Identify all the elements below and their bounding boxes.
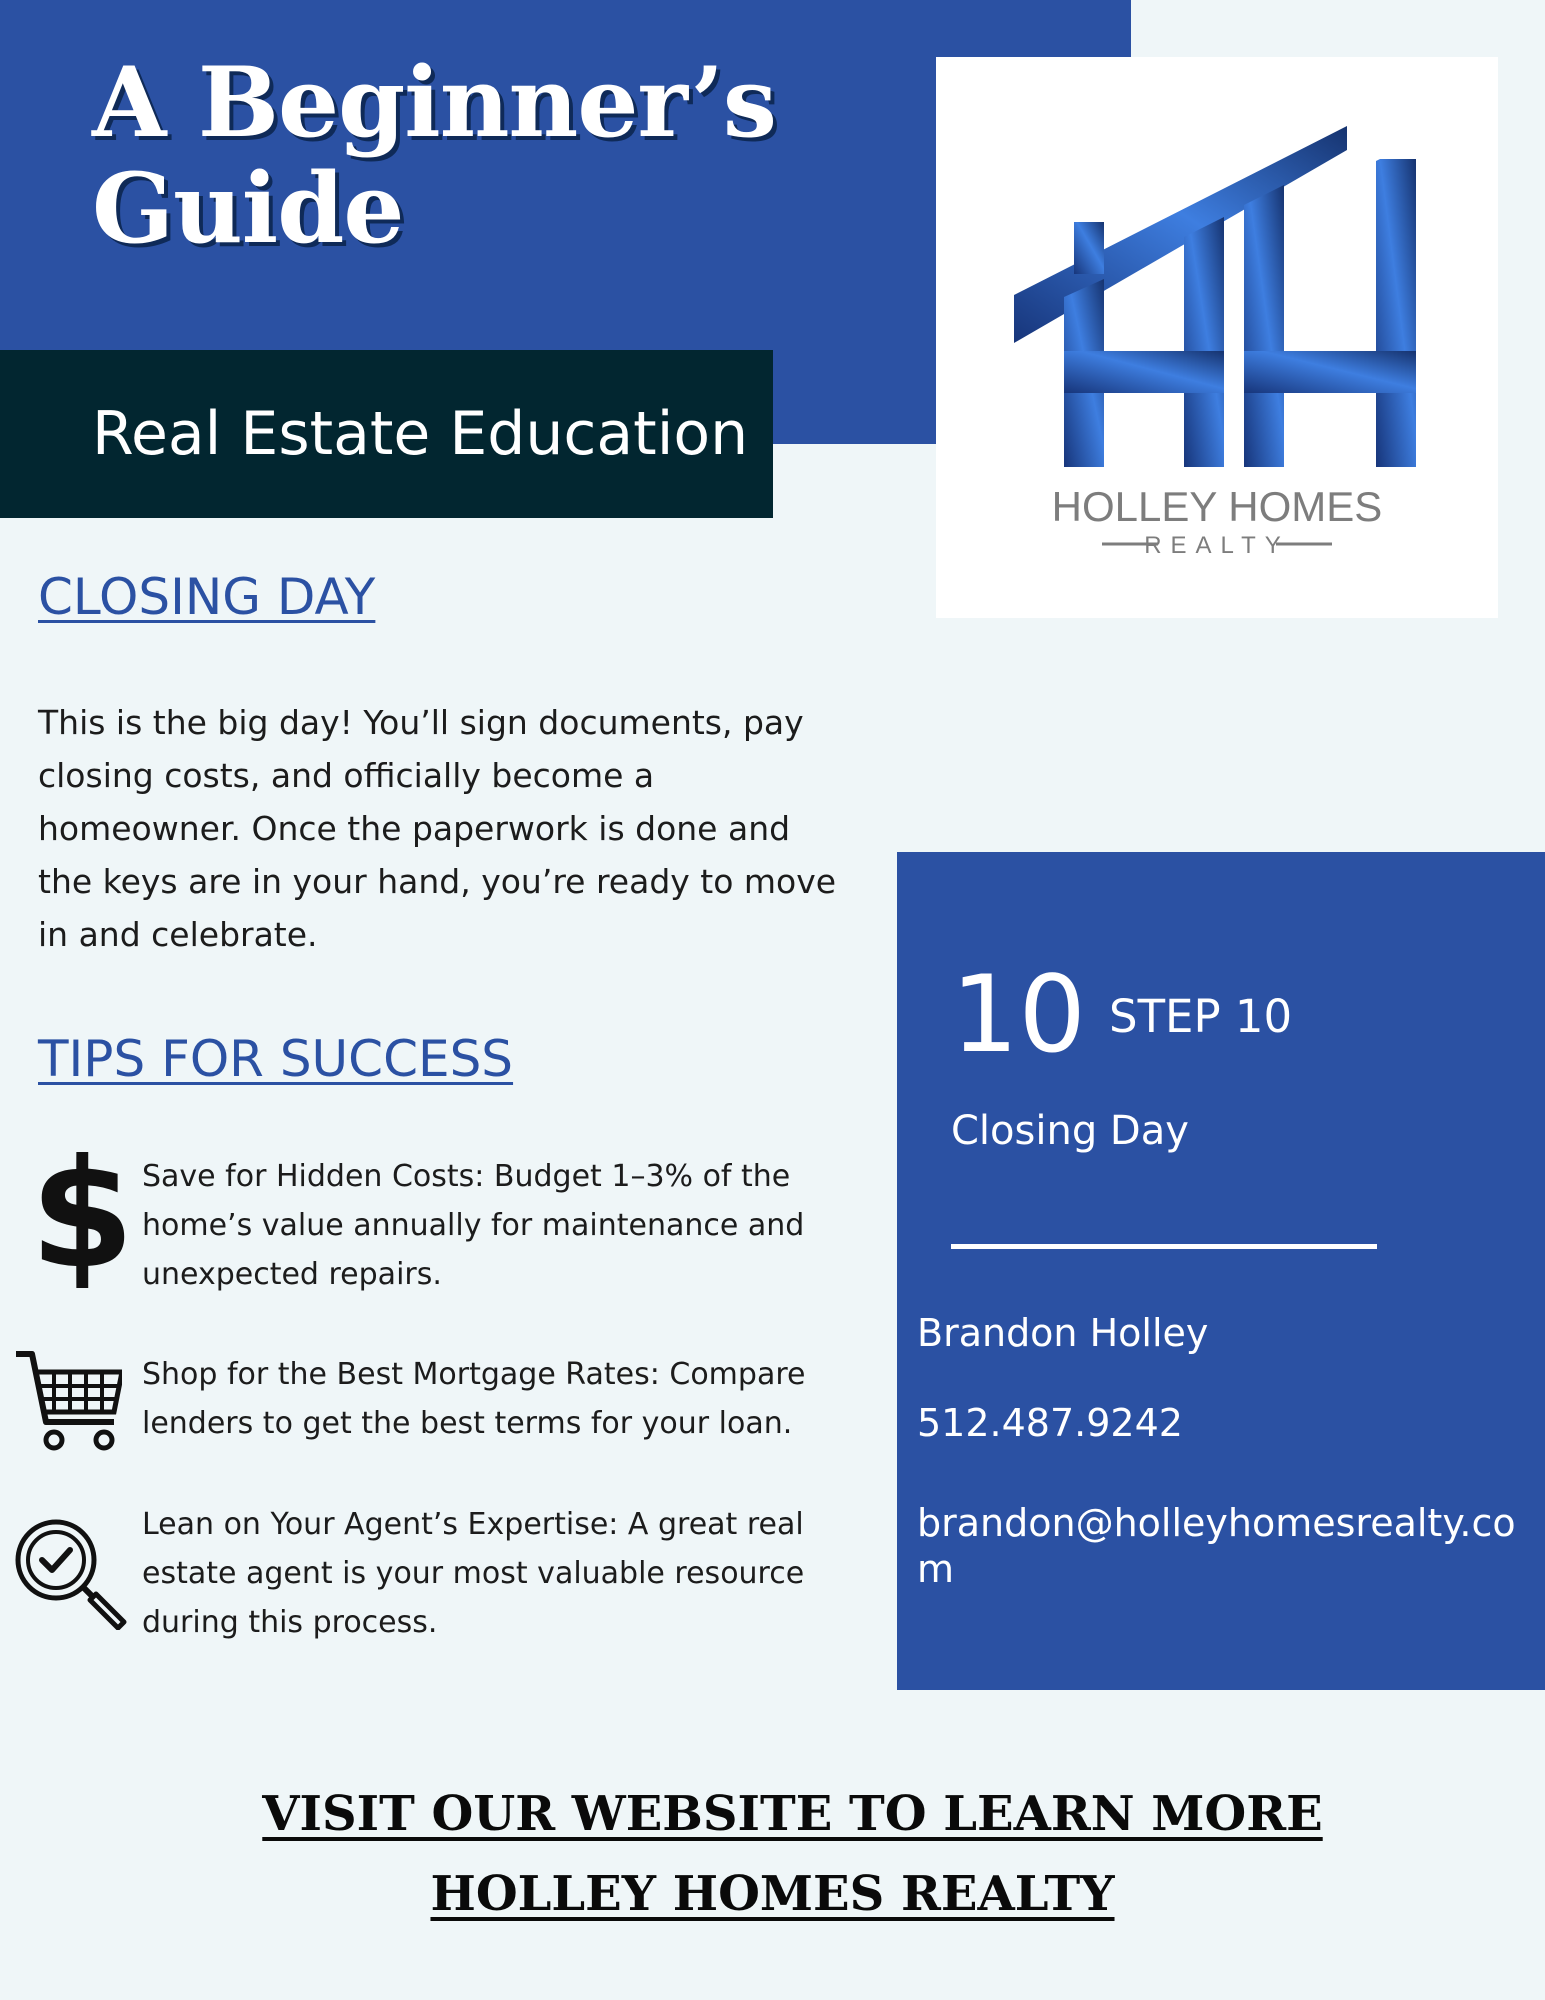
website-cta[interactable]: VISIT OUR WEBSITE TO LEARN MORE — [262, 1786, 1323, 1842]
step-number: 10 — [951, 953, 1086, 1076]
shopping-cart-icon — [10, 1350, 122, 1470]
closing-day-description: This is the big day! You’ll sign documents, pay closing costs, and officially become a homeowner. Once the paperwork is done and the keys are in your hand, you’re ready to move in and celebrate. — [38, 703, 837, 954]
closing-day-heading: CLOSING DAY — [38, 568, 376, 626]
brand-footer: HOLLEY HOMES REALTY — [430, 1866, 1115, 1922]
subtitle-bar — [0, 350, 773, 518]
title-line-2: Guide — [92, 152, 404, 265]
page-subtitle: Real Estate Education — [92, 399, 749, 469]
contact-phone[interactable]: 512.487.9242 — [917, 1401, 1183, 1445]
step-name: Closing Day — [951, 1108, 1189, 1154]
contact-name: Brandon Holley — [917, 1311, 1209, 1355]
contact-email[interactable]: brandon@holleyhomesrealty.com — [917, 1501, 1516, 1591]
step-label: STEP 10 — [1109, 990, 1293, 1043]
tip-text: Shop for the Best Mortgage Rates: Compare lenders to get the best terms for your loan. — [142, 1357, 806, 1441]
magnifier-check-icon — [10, 1500, 122, 1620]
logo-tagline: REALTY — [1144, 532, 1290, 559]
tip-text: Save for Hidden Costs: Budget 1–3% of the home’s value annually for maintenance and unexpected repairs. — [142, 1159, 805, 1292]
title-line-1: A Beginner’s — [92, 46, 776, 159]
page-title — [92, 46, 776, 265]
divider — [951, 1244, 1377, 1249]
logo — [936, 57, 1498, 618]
house-logo-icon — [936, 57, 1498, 618]
tip-text: Lean on Your Agent’s Expertise: A great real estate agent is your most valuable resource during this process. — [142, 1507, 805, 1640]
logo-name: HOLLEY HOMES — [1051, 483, 1383, 530]
tips-heading: TIPS FOR SUCCESS — [38, 1030, 514, 1088]
dollar-icon: $ — [30, 1128, 135, 1302]
step-card — [897, 852, 1545, 1690]
